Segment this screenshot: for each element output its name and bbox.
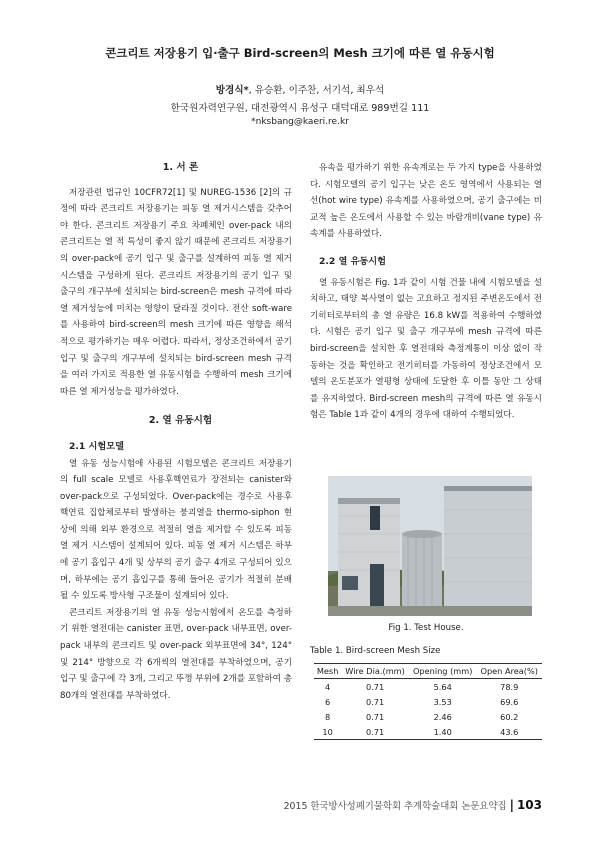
subsection-2-2-heading: 2.2 열 유동시험 xyxy=(319,255,387,267)
table-cell: 60.2 xyxy=(500,711,519,722)
table-row xyxy=(314,679,542,695)
table-caption: Table 1. Bird-screen Mesh Size xyxy=(310,646,441,656)
table-cell: 4 xyxy=(325,681,331,692)
table-cell: 43.6 xyxy=(477,724,543,740)
coauthors: , 유승환, 이주찬, 서기석, 최우석 xyxy=(248,85,385,96)
footer-separator: | xyxy=(509,798,514,812)
table-header-row xyxy=(314,664,542,679)
table-cell: 6 xyxy=(325,696,331,707)
test-house-photo xyxy=(328,476,532,616)
table-row xyxy=(314,709,542,724)
table-cell: 69.6 xyxy=(500,696,519,707)
subsection-2-1-paragraph-1: 열 유동 성능시험에 사용된 시험모델은 콘크리트 저장용기의 full scale 모델로 사용후핵연료가 장전되는 canister와 over-pack으로 구성되었다. Over-pack에는 경수로 사용후핵연료 집합체로부터 발생하는 붕괴열을 thermo-siphon 현상에 의해 외부 환경으로 적절히 열을 제거할 수 있도록 피동 열 제거 시스템이 설계되어 있다. 피동 열 제거 시스템은 하부에 공기 흡입구 4개 및 상부의 공기 출구 4개로 구성되어 있으며, 하부에는 공기 흡입구를 통해 들어온 공기가 적절히 분배될 수 있도록 방사형 구조물이 설계되어 있다. xyxy=(60,458,292,602)
table-header-cell: Opening (mm) xyxy=(409,664,477,679)
section-1-heading: 1. 서 론 xyxy=(162,162,199,173)
figure-caption: Fig 1. Test House. xyxy=(388,623,464,633)
lead-author: 방경식* xyxy=(215,85,249,96)
section-2-heading: 2. 열 유동시험 xyxy=(148,415,213,427)
table-cell: 3.53 xyxy=(433,696,452,707)
table-cell: 0.71 xyxy=(341,724,409,740)
mesh-size-table xyxy=(314,663,542,740)
subsection-2-1-paragraph-2: 콘크리트 저장용기의 열 유동 성능시험에서 온도를 측정하기 위한 열전대는 canister 표면, over-pack 내부표면, over-pack 내부의 콘크리트 및 over-pack 외부표면에 34°, 124° 및 214° 방향으로 각 6개씩의 열전대를 부착하였으며, 공기 입구 및 출구에 각 3개, 그리고 뚜껑 부위에 2개를 포함하여 총 80개의 열전대를 부착하였다. xyxy=(60,607,292,701)
table-cell: 2.46 xyxy=(433,711,452,722)
paper-title: 콘크리트 저장용기 입·출구 Bird-screen의 Mesh 크기에 따른 열 유동시험 xyxy=(105,46,495,60)
author-email: *nksbang@kaeri.re.kr xyxy=(251,117,349,127)
page-footer xyxy=(284,798,542,812)
left-column xyxy=(60,160,292,704)
table-cell: 5.64 xyxy=(433,681,452,692)
subsection-2-2-paragraph: 열 유동시험은 Fig. 1과 같이 시험 건물 내에 시험모델을 설치하고, 태양 복사열이 없는 고요하고 정지된 주변온도에서 전기히터로부터의 총 열 유량은 16.8 kW를 적용하여 수행하였다. 시험은 공기 입구 및 출구 개구부에 mesh 규격에 따른 bird-screen을 설치한 후 열전대와 측정계통이 이상 없이 작동하는 것을 확인하고 전기히터를 가동하여 정상조건에서 모델의 온도분포가 열평형 상태에 도달한 후 이틀 동안 그 상태를 유지하였다. Bird-screen mesh의 규격에 따른 열 유동시험은 Table 1과 같이 4개의 경우에 대하여 수행되었다. xyxy=(310,277,542,421)
section-1-paragraph: 저장관련 법규인 10CFR72[1] 및 NUREG-1536 [2]의 규정에 따라 콘크리트 저장용기는 피동 열 제거시스템을 갖추어야 한다. 콘크리트 저장용기 주요 차폐체인 over-pack 내의 콘크리트는 열 적 특성이 좋지 않기 때문에 콘크리트 저장용기의 over-pack에 공기 입구 및 출구를 설계하여 피동 열 제거시스템을 구성하게 된다. 콘크리트 저장용기의 공기 입구 및 출구의 개구부에 설치되는 bird-screen은 mesh 규격에 따라 열 제거성능에 미치는 영향이 달라질 것이다. 전산 soft-ware를 사용하여 bird-screen의 mesh 크기에 따른 영향을 해석적으로 평가하기는 매우 어렵다. 따라서, 정상조건하에서 공기 입구 및 출구의 개구부에 설치되는 bird-screen mesh 규격을 여러 가지로 적용한 열 유동시험을 수행하여 mesh 크기에 따른 열 제거성능을 평가하였다. xyxy=(60,187,292,397)
table-header-cell: Wire Dia.(mm) xyxy=(341,664,409,679)
table-cell: 10 xyxy=(314,724,341,740)
author-line xyxy=(0,82,600,96)
flowmeter-paragraph: 유속을 평가하기 위한 유속계로는 두 가지 type을 사용하였다. 시험모델의 공기 입구는 낮은 온도 영역에서 사용되는 열선(hot wire type) 유속계를 사용하였으며, 공기 출구에는 비교적 높은 온도에서 사용할 수 있는 바람개비(vane type) 유속계를 사용하였다. xyxy=(310,163,542,240)
table-row xyxy=(314,694,542,709)
conference-name: 2015 한국방사성폐기물학회 추계학술대회 논문요약집 xyxy=(283,801,507,812)
table-header-cell: Mesh xyxy=(314,664,341,679)
page-number: 103 xyxy=(516,798,542,812)
subsection-2-1-heading: 2.1 시험모델 xyxy=(69,440,124,452)
affiliation: 한국원자력연구원, 대전광역시 유성구 대덕대로 989번길 111 xyxy=(170,103,430,114)
right-column xyxy=(310,160,542,424)
table-row xyxy=(314,724,542,740)
table-cell: 78.9 xyxy=(500,681,519,692)
table-cell: 0.71 xyxy=(365,696,385,707)
table-header-cell: Open Area(%) xyxy=(477,664,543,679)
table-cell: 1.40 xyxy=(409,724,477,740)
table-cell: 0.71 xyxy=(365,681,385,692)
table-cell: 8 xyxy=(325,711,331,722)
table-cell: 0.71 xyxy=(365,711,385,722)
